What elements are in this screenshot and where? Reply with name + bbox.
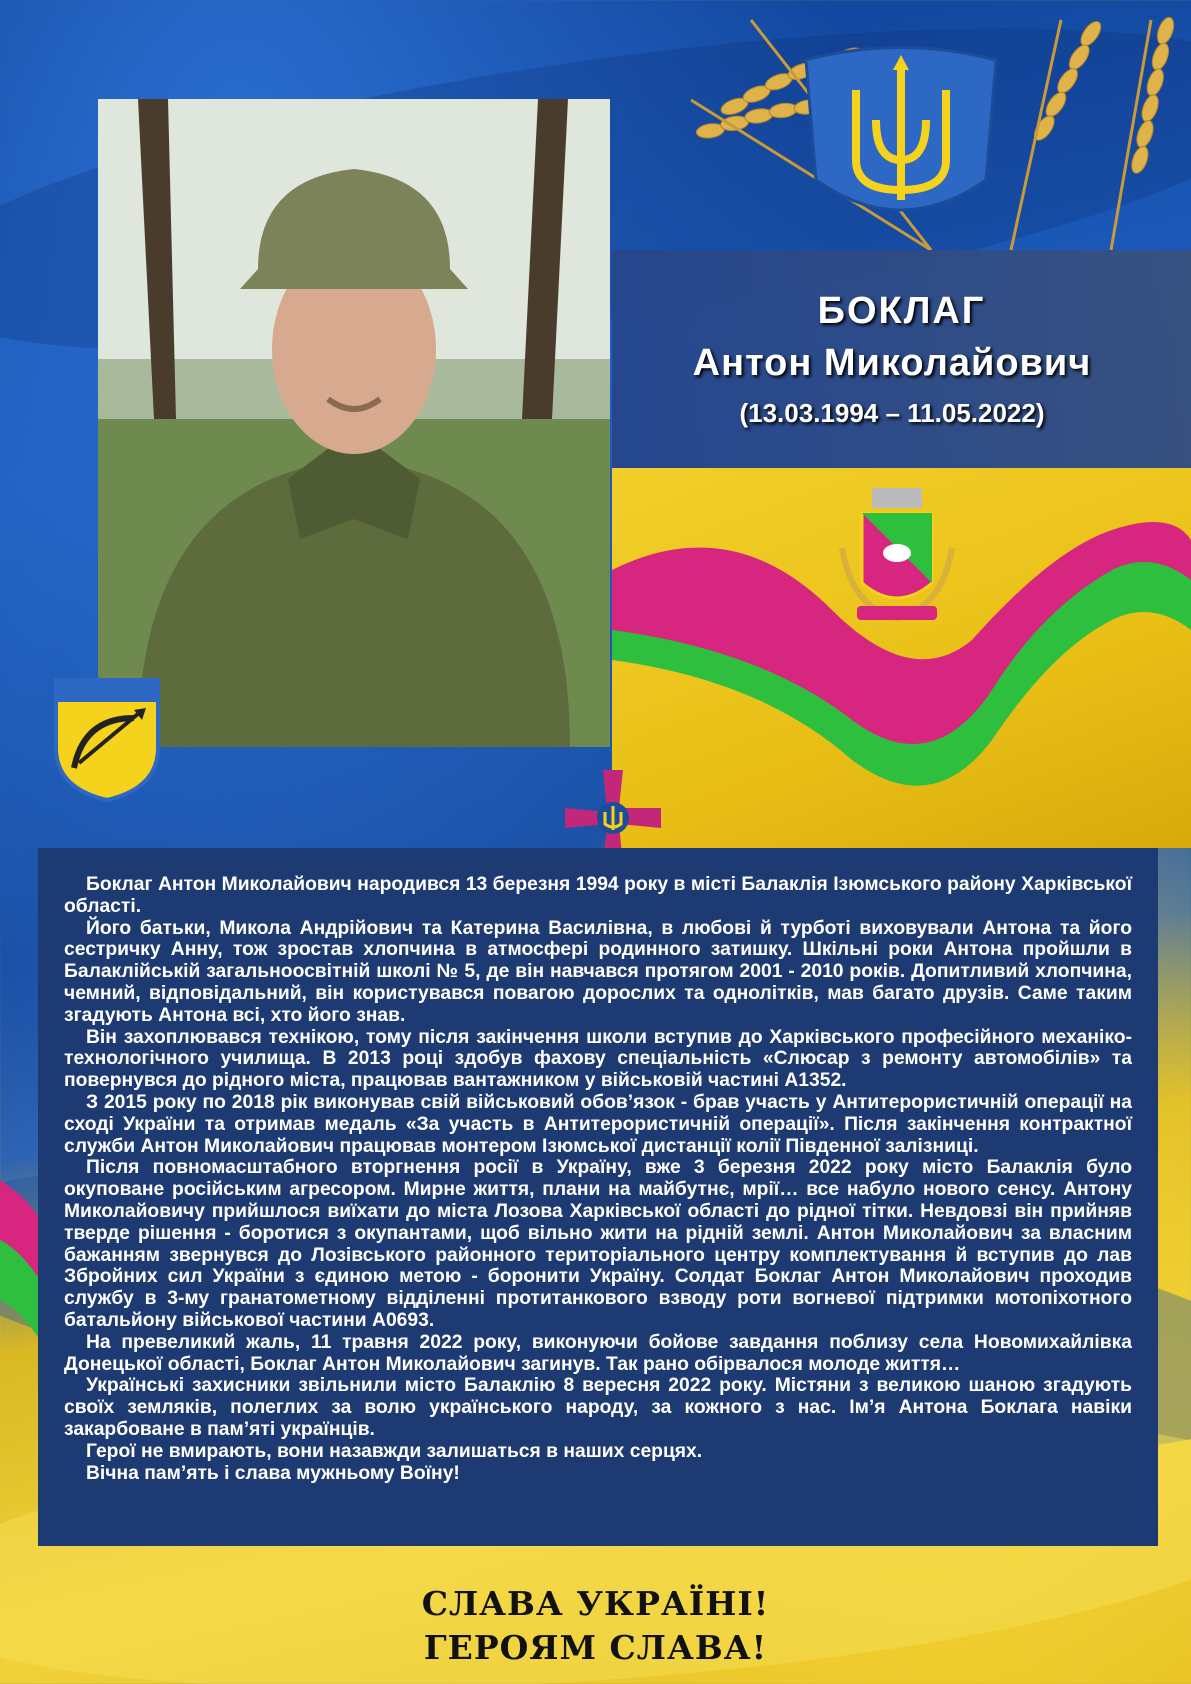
bio-paragraph: Його батьки, Микола Андрійович та Катерина Василівна, в любові й турботі виховували Антона та його сестричку Анну, тож зростав хлопчина в атмосфері родинного затишку. Шкільні роки Антона пройшли в Балаклійській загальноосвітній школі № 5, де він навчався протягом 2001 - 2010 років. Допитливий хлопчина, чемний, відповідальний, він користувався повагою дорослих та однолітків, мав багато друзів. Саме таким згадують Антона всі, хто його знав. [64, 917, 1132, 1026]
bio-paragraph: Після повномасштабного вторгнення росії в Україну, вже 3 березня 2022 року місто Балаклія було окуповане російським агресором. Мирне життя, плани на майбутнє, мрії… все набуло нового сенсу. Антону Миколайовичу прийшлося виїхати до міста Лозова Харківської області до рідної тітки. Невдовзі він прийняв тверде рішення - боротися з окупантами, щоб вільно жити на рідній землі. Антон Миколайович за власним бажанням звернувся до Лозівського районного територіального центру комплектування й вступив до лав Збройних сил України з єдиною метою - боронити Україну. Солдат Боклаг Антон Миколайович проходив службу в 3-му гранатометному відділенні протитанкового взводу роти вогневої підтримки мотопіхотного батальйону військової частини А0693. [64, 1157, 1132, 1331]
bio-paragraph: Боклаг Антон Миколайович народився 13 березня 1994 року в місті Балаклія Ізюмського району Харківської області. [64, 874, 1132, 917]
bio-paragraph: На превеликий жаль, 11 травня 2022 року, виконуючи бойове завдання поблизу села Новомихайлівка Донецької області, Боклаг Антон Миколайович загинув. Так рано обірвалося молоде життя… [64, 1331, 1132, 1375]
bio-paragraph: З 2015 року по 2018 рік виконував свій військовий обов’язок - брав участь у Антитерористичній операції на сході України та отримав медаль «За участь в Антитерористичній операції». Після закінчення контрактної служби Антон Миколайович працював монтером Ізюмської дистанції колії Південної залізниці. [64, 1091, 1132, 1157]
bio-paragraph: Вічна пам’ять і слава мужньому Воїну! [86, 1462, 460, 1484]
trident-icon [796, 40, 1006, 240]
biography-text [64, 874, 1132, 1484]
ribbon-decoration [0, 1160, 40, 1360]
portrait-photo [98, 99, 610, 747]
brigade-shield-icon [54, 678, 160, 802]
slogans [0, 1582, 1191, 1670]
bio-paragraph: Він захоплювався технікою, тому після закінчення школи вступив до Харківського професійного механіко-технологічного училища. В 2013 році здобув фахову спеціальність «Слюсар з ремонту автомобілів» та повернувся до рідного міста, працював вантажником у військовій частині А1352. [64, 1026, 1132, 1092]
bio-paragraph: Герої не вмирають, вони назавжди залишаться в наших серцях. [86, 1440, 703, 1462]
surname: БОКЛАГ [817, 290, 986, 332]
full-name: Антон Миколайович [692, 342, 1092, 384]
slogan-glory-ukraine: СЛАВА УКРАЇНІ! [421, 1584, 770, 1623]
slogan-glory-heroes: ГЕРОЯМ СЛАВА! [423, 1628, 768, 1667]
bio-paragraph: Українські захисники звільнили місто Балаклію 8 вересня 2022 року. Містяни з великою шаною згадують своїх земляків, полеглих за волю українського народу, за кожного з нас. Ім’я Антона Боклага навіки закарбоване в пам’яті українців. [64, 1375, 1132, 1440]
coat-of-arms-icon [832, 488, 962, 628]
life-dates: (13.03.1994 – 11.05.2022) [739, 398, 1045, 428]
biography-panel [38, 848, 1158, 1546]
